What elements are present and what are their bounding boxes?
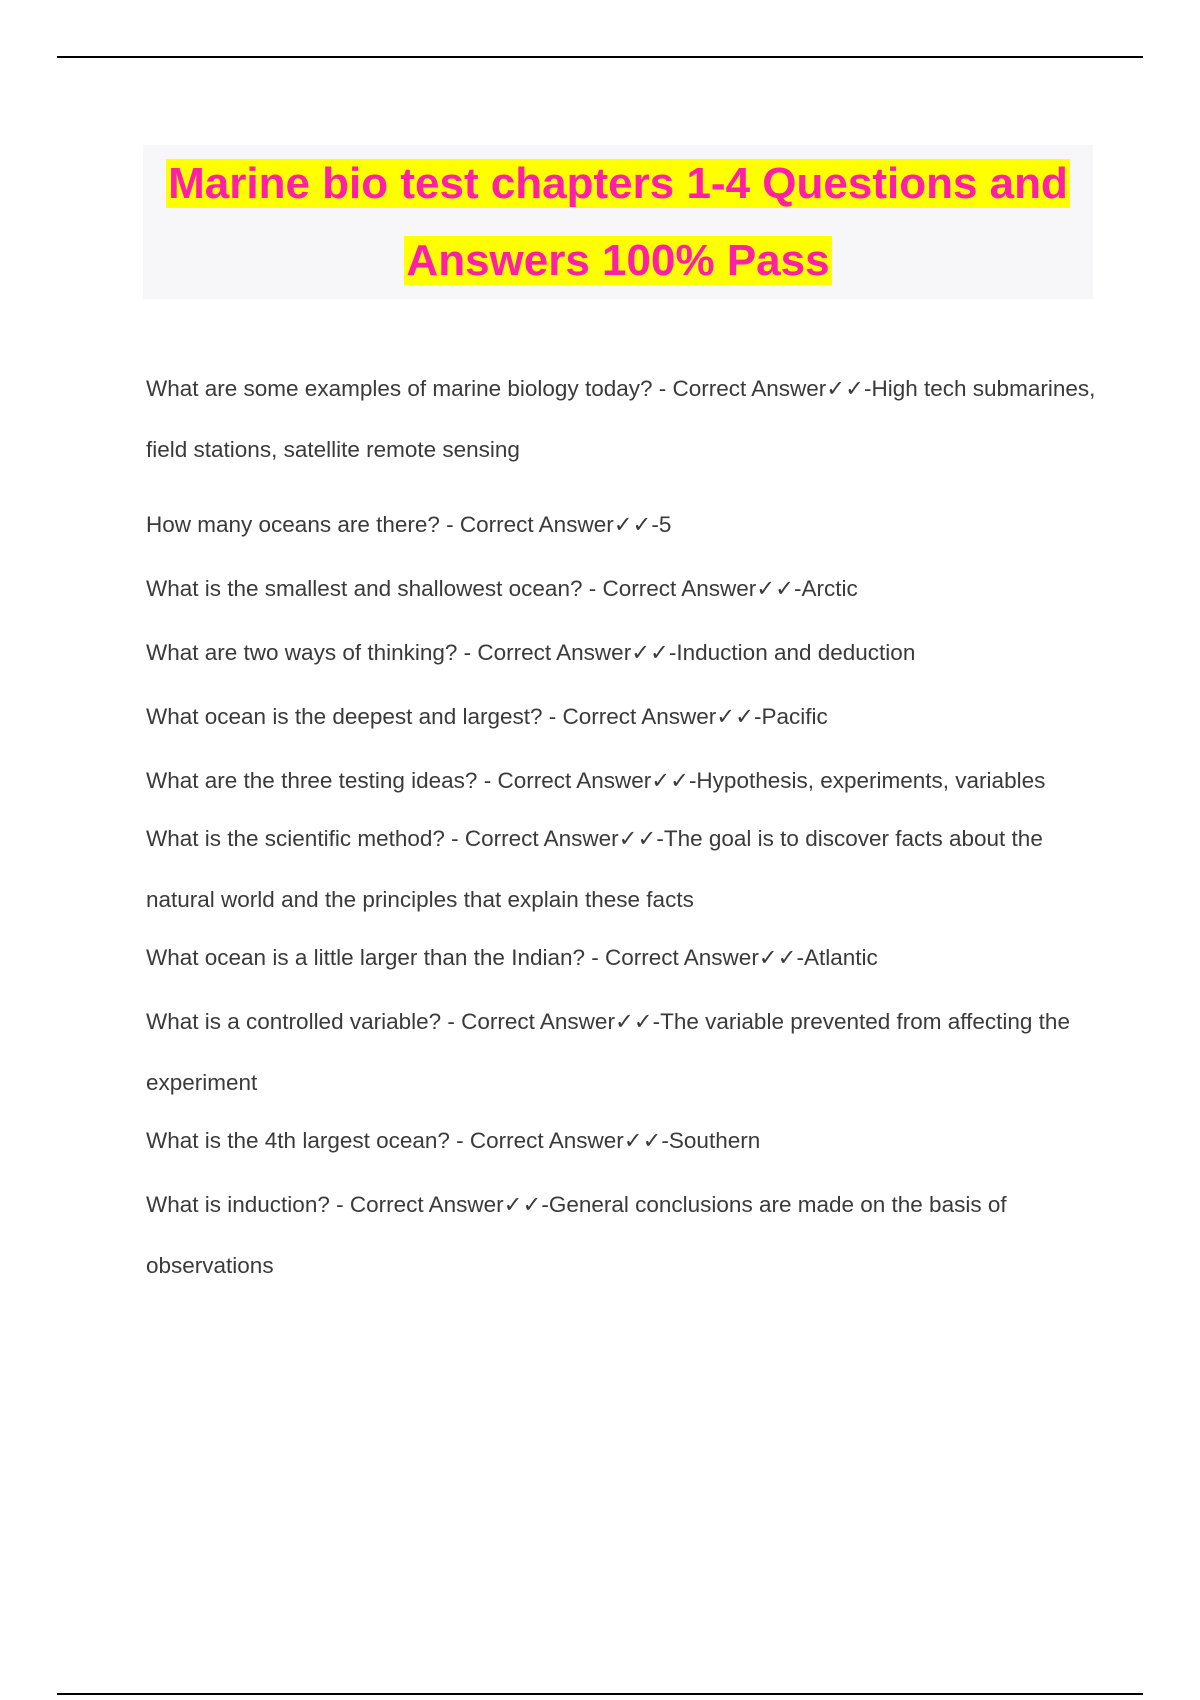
qa-item: How many oceans are there? - Correct Answer✓✓-5 (146, 512, 672, 537)
qa-item: What are two ways of thinking? - Correct Answer✓✓-Induction and deduction (146, 640, 916, 665)
qa-item: What is the scientific method? - Correct Answer✓✓-The goal is to discover facts about the natural world and the principles that explain these facts (146, 826, 1043, 912)
qa-item: What is the 4th largest ocean? - Correct Answer✓✓-Southern (146, 1128, 761, 1153)
top-rule (57, 56, 1143, 58)
qa-item: What is induction? - Correct Answer✓✓-General conclusions are made on the basis of observations (146, 1192, 1007, 1278)
qa-item: What is the smallest and shallowest ocean? - Correct Answer✓✓-Arctic (146, 576, 858, 601)
bottom-rule (57, 1693, 1143, 1695)
qa-item: What is a controlled variable? - Correct Answer✓✓-The variable prevented from affecting the experiment (146, 1009, 1070, 1095)
qa-item: What are the three testing ideas? - Correct Answer✓✓-Hypothesis, experiments, variables (146, 768, 1046, 793)
qa-item: What are some examples of marine biology today? - Correct Answer✓✓-High tech submarines, field stations, satellite remote sensing (146, 376, 1096, 462)
qa-list (146, 358, 1106, 1296)
qa-item: What ocean is the deepest and largest? - Correct Answer✓✓-Pacific (146, 704, 828, 729)
qa-item: What ocean is a little larger than the Indian? - Correct Answer✓✓-Atlantic (146, 945, 878, 970)
title-block (143, 145, 1093, 299)
document-title: Marine bio test chapters 1-4 Questions and Answers 100% Pass (168, 159, 1068, 285)
